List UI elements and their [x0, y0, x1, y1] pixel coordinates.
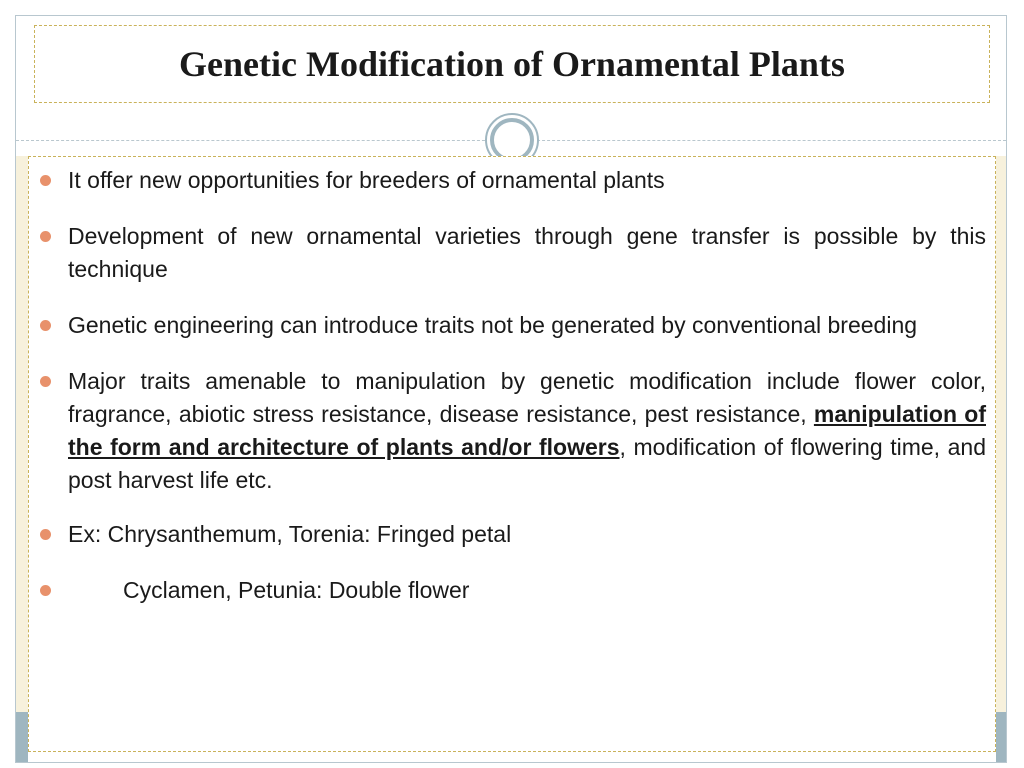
accent-band-right: [996, 712, 1006, 762]
accent-band-left: [16, 712, 28, 762]
bullet-text: Genetic engineering can introduce traits not be generated by conventional breeding: [68, 312, 918, 338]
bullet-item: [40, 309, 986, 342]
bullet-item: [40, 164, 986, 197]
bullet-item: [40, 220, 986, 286]
bullet-dot-icon: [40, 585, 51, 596]
bullet-text: [68, 368, 986, 493]
side-panel-left: [16, 156, 28, 712]
bullet-text-before: Major traits amenable to manipulation by genetic modification include flower color, fragrance, abiotic stress resistance, disease resistance, pest resistance,: [68, 368, 986, 427]
bullet-dot-icon: [40, 376, 51, 387]
bullet-text: Cyclamen, Petunia: Double flower: [123, 577, 470, 603]
bullet-text: It offer new opportunities for breeders of ornamental plants: [68, 167, 665, 193]
slide-title: Genetic Modification of Ornamental Plants: [179, 44, 845, 84]
bullet-text: Development of new ornamental varieties through gene transfer is possible by this technique: [68, 223, 986, 282]
side-panel-right: [996, 156, 1006, 712]
bullet-text-after: , modification of flowering time, and post harvest life etc.: [68, 434, 987, 493]
bullet-list: [40, 164, 986, 630]
bullet-item: [40, 518, 986, 551]
bullet-text-emphasis: manipulation of the form and architecture of plants and/or flowers: [68, 401, 986, 460]
title-box: [34, 25, 990, 103]
bullet-dot-icon: [40, 175, 51, 186]
bullet-item: [40, 574, 986, 607]
bullet-item: [40, 365, 986, 497]
bullet-dot-icon: [40, 529, 51, 540]
bullet-text: Ex: Chrysanthemum, Torenia: Fringed petal: [68, 521, 512, 547]
bullet-dot-icon: [40, 320, 51, 331]
bullet-dot-icon: [40, 231, 51, 242]
